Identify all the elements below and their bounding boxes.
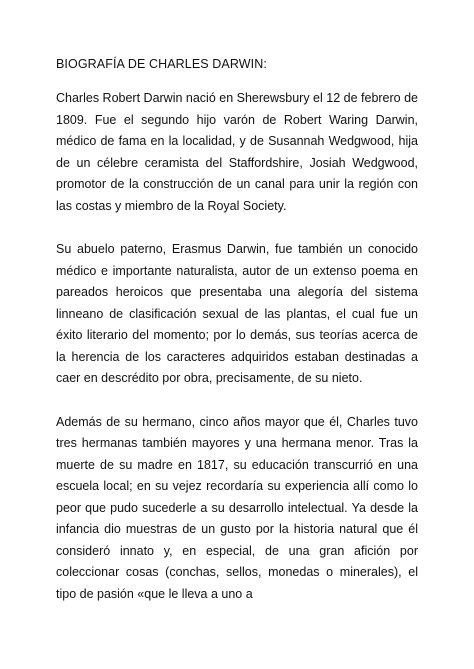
paragraph-3: Además de su hermano, cinco años mayor que él, Charles tuvo tres hermanas también mayores y una hermana menor. Tras la muerte de su madre en 1817, su educación transcurrió en una escuela local; en su vejez recordaría su experiencia allí como lo peor que pudo sucederle a su desarrollo intelectual. Ya desde la infancia dio muestras de un gusto por la historia natural que él consideró innato y, en especial, de una gran afición por coleccionar cosas (conchas, sellos, monedas o minerales), el tipo de pasión «que le lleva a uno a (56, 414, 418, 601)
document-body (56, 56, 418, 605)
paragraph-1: Charles Robert Darwin nació en Sherewsbury el 12 de febrero de 1809. Fue el segundo hijo varón de Robert Waring Darwin, médico de fama en la localidad, y de Susannah Wedgwood, hija de un célebre ceramista del Staffordshire, Josiah Wedgwood, promotor de la construcción de un canal para unir la región con las costas y miembro de la Royal Society. (56, 91, 418, 213)
paragraph-2: Su abuelo paterno, Erasmus Darwin, fue también un conocido médico e importante naturalista, autor de un extenso poema en pareados heroicos que presentaba una alegoría del sistema linneano de clasificación sexual de las plantas, el cual fue un éxito literario del momento; por lo demás, sus teorías acerca de la herencia de los caracteres adquiridos estaban destinadas a caer en descrédito por obra, precisamente, de su nieto. (56, 242, 418, 385)
document-title: BIOGRAFÍA DE CHARLES DARWIN: (56, 57, 267, 71)
